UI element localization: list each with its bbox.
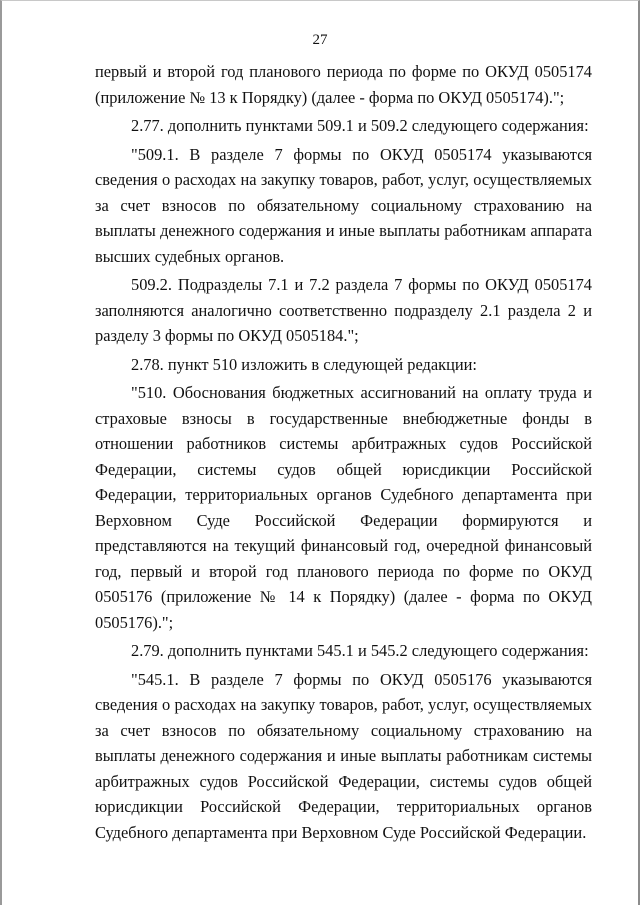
paragraph-509-2: 509.2. Подразделы 7.1 и 7.2 раздела 7 формы по ОКУД 0505174 заполняются аналогично соответственно подразделу 2.1 раздела 2 и разделу 3 формы по ОКУД 0505184."; (95, 275, 592, 345)
paragraph-545-1: "545.1. В разделе 7 формы по ОКУД 0505176 указываются сведения о расходах на закупку товаров, работ, услуг, осуществляемых за счет взносов по обязательному социальному страхованию на выплаты денежного содержания и иные выплаты работникам системы арбитражных судов Российской Федерации, системы судов общей юрисдикции Российской Федерации, территориальных органов Судебного департамента при Верховном Суде Российской Федерации. (95, 669, 592, 842)
paragraph-continuation: первый и второй год планового периода по форме по ОКУД 0505174 (приложение № 13 к Порядку) (далее - форма по ОКУД 0505174)."; (95, 62, 592, 107)
paragraph-509-1: "509.1. В разделе 7 формы по ОКУД 0505174 указываются сведения о расходах на закупку товаров, работ, услуг, осуществляемых за счет взносов по обязательному социальному страхованию на выплаты денежного содержания и иные выплаты работникам аппарата высших судебных органов. (95, 144, 592, 266)
page-number: 27 (312, 32, 328, 48)
document-body (95, 59, 592, 845)
paragraph-item-2-78: 2.78. пункт 510 изложить в следующей редакции: (131, 354, 477, 374)
paragraph-item-2-79: 2.79. дополнить пунктами 545.1 и 545.2 следующего содержания: (131, 641, 589, 660)
paragraph-510: "510. Обоснования бюджетных ассигнований на оплату труда и страховые взносы в государственные внебюджетные фонды в отношении работников системы арбитражных судов Российской Федерации, системы судов общей юрисдикции Российской Федерации, территориальных органов Судебного департамента при Верховном Суде Российской Федерации формируются и представляются на текущий финансовый год, очередной финансовый год, первый и второй год планового периода по форме по ОКУД 0505176 (приложение № 14 к Порядку) (далее - форма по ОКУД 0505176)."; (95, 383, 592, 632)
paragraph-item-2-77: 2.77. дополнить пунктами 509.1 и 509.2 следующего содержания: (131, 116, 589, 135)
